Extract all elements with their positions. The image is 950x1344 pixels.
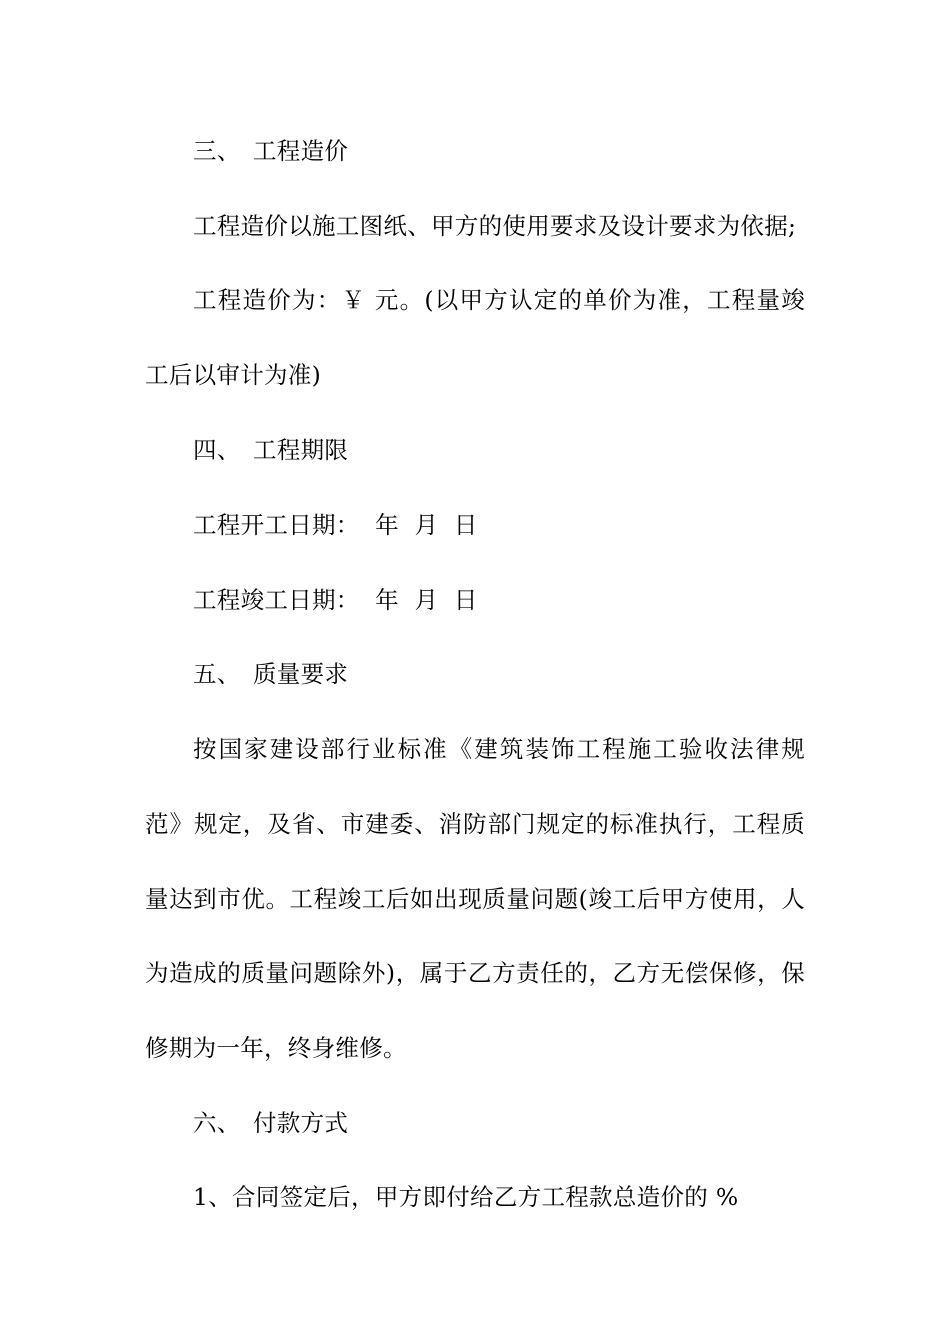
section-number: 六、 <box>193 1109 241 1137</box>
section-title: 工程期限 <box>253 436 349 464</box>
end-date-line: 工程竣工日期： 年 月 日 <box>193 586 478 614</box>
paragraph-line: 为造成的质量问题除外)，属于乙方责任的，乙方无偿保修，保 <box>145 959 805 987</box>
section-number: 四、 <box>193 436 241 464</box>
paragraph-line: 工程造价为：￥ 元。(以甲方认定的单价为准，工程量竣 <box>193 286 805 314</box>
start-date-line: 工程开工日期： 年 月 日 <box>193 511 478 539</box>
section-title: 付款方式 <box>253 1109 349 1137</box>
paragraph-line: 工后以审计为准) <box>145 361 322 389</box>
paragraph-line: 量达到市优。工程竣工后如出现质量问题(竣工后甲方使用，人 <box>145 885 805 913</box>
section-heading-price <box>193 136 348 166</box>
paragraph-line: 按国家建设部行业标准《建筑装饰工程施工验收法律规 <box>193 735 805 763</box>
section-title: 质量要求 <box>253 660 349 688</box>
section-title: 工程造价 <box>253 137 349 165</box>
paragraph-line: 1、合同签定后，甲方即付给乙方工程款总造价的 % <box>193 1183 739 1211</box>
section-heading-quality <box>193 659 348 689</box>
paragraph-line: 范》规定，及省、市建委、消防部门规定的标准执行，工程质 <box>145 810 805 838</box>
section-heading-payment <box>193 1108 348 1138</box>
section-heading-period <box>193 435 348 465</box>
paragraph-line: 工程造价以施工图纸、甲方的使用要求及设计要求为依据; <box>193 212 797 240</box>
section-number: 五、 <box>193 660 241 688</box>
section-number: 三、 <box>193 137 241 165</box>
paragraph-line: 修期为一年，终身维修。 <box>145 1034 407 1062</box>
